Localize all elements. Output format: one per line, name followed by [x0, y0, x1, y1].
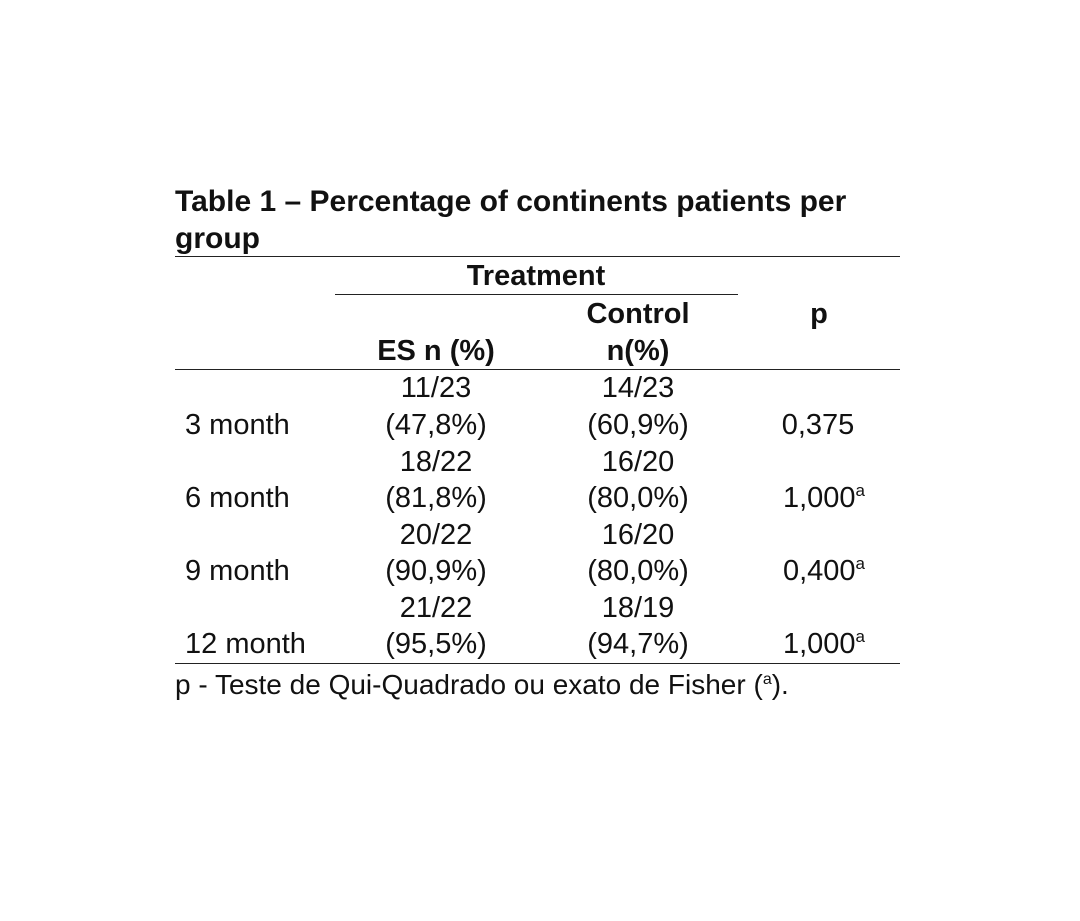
row-12-es-pct: (95,5%)	[385, 628, 487, 660]
header-control-line1: Control	[586, 298, 690, 330]
treatment-rule	[335, 294, 738, 295]
table-title-line2: group	[175, 222, 260, 255]
top-rule	[175, 256, 900, 257]
row-6-control-count: 16/20	[601, 446, 675, 478]
row-3-control-pct: (60,9%)	[587, 409, 689, 441]
row-6-control-pct: (80,0%)	[587, 482, 689, 514]
row-9-p-mark: a	[855, 554, 866, 573]
row-6-es-pct: (81,8%)	[385, 482, 487, 514]
table-title	[175, 183, 915, 257]
row-12-control-count: 18/19	[601, 592, 675, 624]
row-6-es-count: 18/22	[399, 446, 473, 478]
header-control	[560, 296, 716, 370]
header-rule	[175, 369, 900, 370]
row-12-p-mark: a	[855, 627, 866, 646]
bottom-rule	[175, 663, 900, 664]
row-6-label: 6 month	[185, 482, 290, 514]
header-p: p	[810, 298, 828, 330]
row-12-p	[766, 626, 882, 663]
footnote-text: p - Teste de Qui-Quadrado ou exato de Fisher (	[175, 669, 763, 700]
row-9-control-count: 16/20	[601, 519, 675, 551]
row-3-control-count: 14/23	[601, 372, 675, 404]
row-3-p-value: 0,375	[781, 409, 855, 441]
row-9-es-count: 20/22	[399, 519, 473, 551]
row-12-p-value: 1,000	[782, 628, 856, 660]
header-es: ES n (%)	[377, 335, 495, 367]
row-3-es-count: 11/23	[400, 372, 472, 404]
row-6-p-value: 1,000	[782, 482, 856, 514]
row-9-p	[766, 553, 882, 590]
table-footnote	[175, 667, 789, 703]
row-3-label: 3 month	[185, 409, 290, 441]
footnote-mark: a	[762, 671, 772, 688]
row-6-p	[766, 480, 882, 517]
row-3-es-pct: (47,8%)	[385, 409, 487, 441]
header-control-line2: n(%)	[606, 335, 670, 367]
table-title-line1: Table 1 – Percentage of continents patients per	[175, 185, 847, 218]
row-9-es-pct: (90,9%)	[385, 555, 487, 587]
row-6-p-mark: a	[855, 481, 866, 500]
row-12-label: 12 month	[185, 628, 306, 660]
row-3-p	[760, 407, 876, 444]
row-9-label: 9 month	[185, 555, 290, 587]
row-9-p-value: 0,400	[782, 555, 856, 587]
footnote-close: ).	[771, 669, 789, 700]
row-12-control-pct: (94,7%)	[587, 628, 689, 660]
row-9-control-pct: (80,0%)	[587, 555, 689, 587]
header-treatment: Treatment	[466, 260, 606, 292]
row-12-es-count: 21/22	[399, 592, 473, 624]
